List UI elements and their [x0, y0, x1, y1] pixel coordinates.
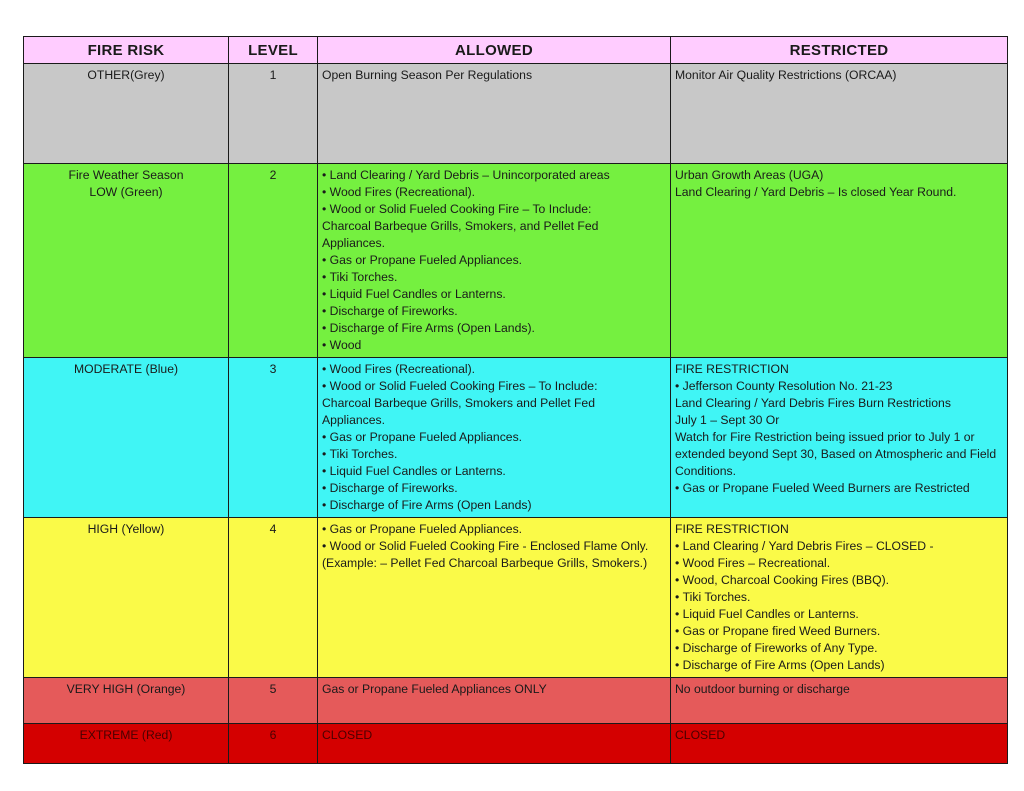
- allowed-item: • Liquid Fuel Candles or Lanterns.: [322, 463, 666, 480]
- restricted-cell: [671, 64, 1008, 164]
- restricted-item: • Gas or Propane Fueled Weed Burners are Restricted: [675, 480, 1003, 497]
- allowed-cell: [318, 358, 671, 518]
- risk-cell: [24, 164, 229, 358]
- restricted-text: Watch for Fire Restriction being issued prior to July 1 or extended beyond Sept 30, Based on Atmospheric and Field Conditions.: [675, 430, 997, 478]
- allowed-text: CLOSED: [322, 728, 373, 742]
- allowed-item: • Wood or Solid Fueled Cooking Fire – To Include: Charcoal Barbeque Grills, Smokers, and Pellet Fed Appliances.: [322, 201, 666, 252]
- allowed-cell: [318, 678, 671, 724]
- risk-cell: [24, 64, 229, 164]
- risk-label: HIGH (Yellow): [87, 522, 165, 536]
- allowed-item: • Gas or Propane Fueled Appliances.: [322, 521, 666, 538]
- allowed-item: • Discharge of Fire Arms (Open Lands): [322, 497, 666, 514]
- restricted-text: Land Clearing / Yard Debris – Is closed Year Round.: [675, 185, 957, 199]
- allowed-item: • Wood or Solid Fueled Cooking Fire - Enclosed Flame Only. (Example: – Pellet Fed Charcoal Barbeque Grills, Smokers.): [322, 538, 666, 572]
- risk-label: OTHER(Grey): [87, 68, 165, 82]
- level-cell: 1: [229, 64, 318, 164]
- header-level: LEVEL: [229, 37, 318, 64]
- allowed-item: • Land Clearing / Yard Debris – Unincorporated areas: [322, 167, 666, 184]
- table-row: [24, 518, 1008, 678]
- allowed-item: • Wood Fires (Recreational).: [322, 184, 666, 201]
- restricted-text: Urban Growth Areas (UGA): [675, 168, 824, 182]
- table-row: [24, 724, 1008, 764]
- level-cell: 5: [229, 678, 318, 724]
- allowed-text: Gas or Propane Fueled Appliances ONLY: [322, 682, 547, 696]
- allowed-item: • Gas or Propane Fueled Appliances.: [322, 252, 666, 269]
- table-row: [24, 358, 1008, 518]
- header-allowed: ALLOWED: [318, 37, 671, 64]
- allowed-cell: [318, 64, 671, 164]
- restricted-item: • Jefferson County Resolution No. 21-23: [675, 378, 1003, 395]
- restricted-item: • Land Clearing / Yard Debris Fires – CLOSED -: [675, 538, 1003, 555]
- restricted-cell: [671, 358, 1008, 518]
- risk-label: EXTREME (Red): [79, 728, 173, 742]
- risk-label: Fire Weather Season: [68, 168, 184, 182]
- restricted-heading: FIRE RESTRICTION: [675, 362, 789, 376]
- restricted-item: • Liquid Fuel Candles or Lanterns.: [675, 606, 1003, 623]
- level-cell: 4: [229, 518, 318, 678]
- allowed-item: • Tiki Torches.: [322, 269, 666, 286]
- allowed-item: • Gas or Propane Fueled Appliances.: [322, 429, 666, 446]
- risk-cell: [24, 724, 229, 764]
- restricted-text: No outdoor burning or discharge: [675, 682, 850, 696]
- restricted-heading: FIRE RESTRICTION: [675, 522, 789, 536]
- fire-risk-table: [23, 36, 1008, 764]
- allowed-item: • Discharge of Fireworks.: [322, 303, 666, 320]
- allowed-cell: [318, 724, 671, 764]
- table-row: [24, 64, 1008, 164]
- restricted-item: • Tiki Torches.: [675, 589, 1003, 606]
- risk-cell: [24, 678, 229, 724]
- allowed-cell: [318, 518, 671, 678]
- allowed-text: Open Burning Season Per Regulations: [322, 68, 533, 82]
- restricted-text: Monitor Air Quality Restrictions (ORCAA): [675, 68, 897, 82]
- header-fire-risk: FIRE RISK: [24, 37, 229, 64]
- risk-label: MODERATE (Blue): [73, 362, 179, 376]
- header-row: [24, 37, 1008, 64]
- level-cell: 3: [229, 358, 318, 518]
- allowed-item: • Tiki Torches.: [322, 446, 666, 463]
- restricted-text: Land Clearing / Yard Debris Fires Burn Restrictions: [675, 396, 951, 410]
- restricted-cell: [671, 518, 1008, 678]
- allowed-item: • Wood or Solid Fueled Cooking Fires – To Include: Charcoal Barbeque Grills, Smokers and Pellet Fed Appliances.: [322, 378, 666, 429]
- table-row: [24, 678, 1008, 724]
- level-cell: 6: [229, 724, 318, 764]
- restricted-item: • Discharge of Fire Arms (Open Lands): [675, 657, 1003, 674]
- level-cell: 2: [229, 164, 318, 358]
- risk-cell: [24, 358, 229, 518]
- restricted-cell: [671, 164, 1008, 358]
- risk-label: LOW (Green): [89, 185, 163, 199]
- restricted-item: • Discharge of Fireworks of Any Type.: [675, 640, 1003, 657]
- risk-label: VERY HIGH (Orange): [66, 682, 186, 696]
- allowed-item: • Liquid Fuel Candles or Lanterns.: [322, 286, 666, 303]
- allowed-item: • Discharge of Fireworks.: [322, 480, 666, 497]
- restricted-item: • Wood Fires – Recreational.: [675, 555, 1003, 572]
- allowed-item: • Wood Fires (Recreational).: [322, 361, 666, 378]
- restricted-item: • Wood, Charcoal Cooking Fires (BBQ).: [675, 572, 1003, 589]
- risk-cell: [24, 518, 229, 678]
- restricted-item: • Gas or Propane fired Weed Burners.: [675, 623, 1003, 640]
- restricted-cell: [671, 678, 1008, 724]
- restricted-cell: [671, 724, 1008, 764]
- header-restricted: RESTRICTED: [671, 37, 1008, 64]
- table-row: [24, 164, 1008, 358]
- restricted-text: CLOSED: [675, 728, 726, 742]
- allowed-item: • Wood: [322, 337, 666, 354]
- allowed-cell: [318, 164, 671, 358]
- allowed-item: • Discharge of Fire Arms (Open Lands).: [322, 320, 666, 337]
- restricted-text: July 1 – Sept 30 Or: [675, 413, 780, 427]
